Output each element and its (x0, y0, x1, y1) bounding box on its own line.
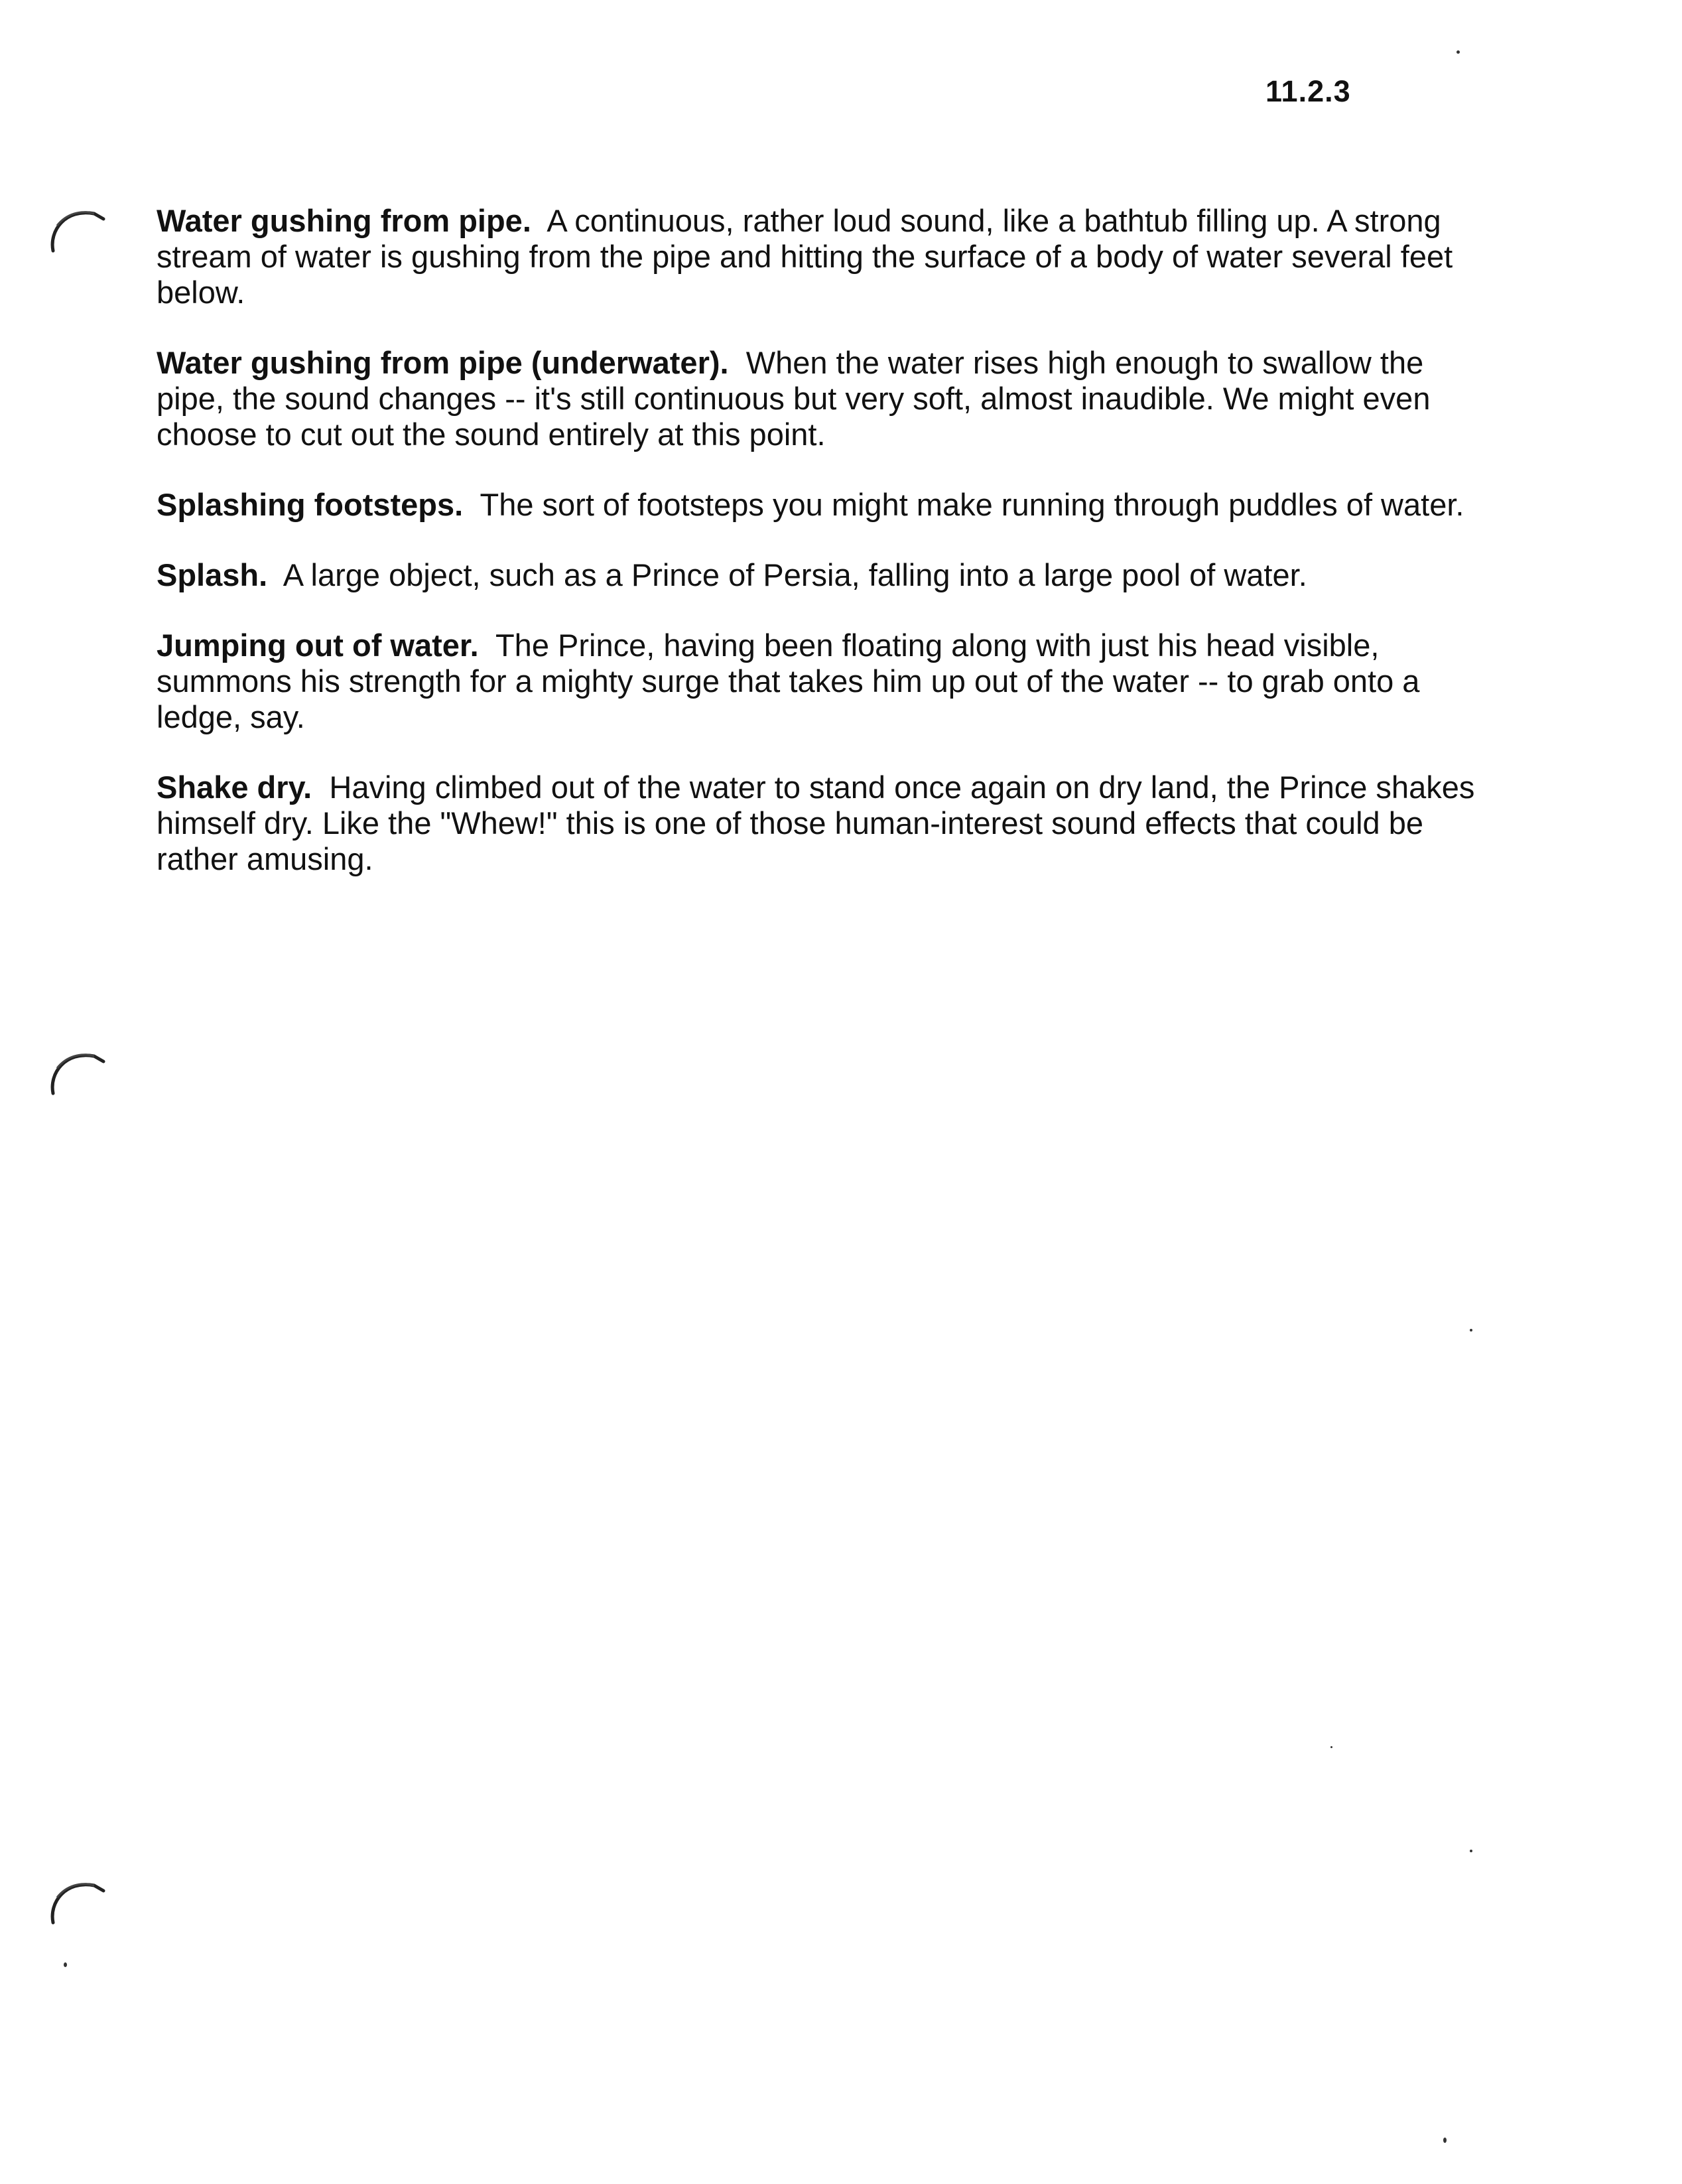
entry-water-gushing-underwater (157, 345, 1483, 452)
punch-hole-top (48, 199, 107, 259)
entry-term: Water gushing from pipe. (157, 203, 531, 238)
entry-description: Having climbed out of the water to stand once again on dry land, the Prince shakes himself dry. Like the "Whew!" this is one of those human-interest sound effects that could be rather amusing. (157, 770, 1475, 876)
entry-description: When the water rises high enough to swallow the pipe, the sound changes -- it's still continuous but very soft, almost inaudible. We might even choose to cut out the sound entirely at this point. (157, 345, 1431, 452)
scan-speck (1470, 1329, 1472, 1331)
scan-speck (1470, 1850, 1472, 1852)
page-number: 11.2.3 (1265, 74, 1351, 108)
punch-hole-bottom (48, 1871, 107, 1931)
entry-description: A large object, such as a Prince of Persia, falling into a large pool of water. (283, 557, 1307, 592)
entry-description: The sort of footsteps you might make running through puddles of water. (480, 487, 1464, 522)
scan-speck (64, 1962, 67, 1967)
entry-description: A continuous, rather loud sound, like a bathtub filling up. A strong stream of water is gushing from the pipe and hitting the surface of a body of water several feet below. (157, 203, 1453, 310)
punch-hole-middle (48, 1042, 107, 1101)
entry-splashing-footsteps (157, 487, 1483, 523)
entry-water-gushing (157, 203, 1483, 310)
sound-effects-list (157, 203, 1483, 912)
entry-term: Splash. (157, 557, 268, 592)
entry-term: Water gushing from pipe (underwater). (157, 345, 729, 380)
entry-shake-dry (157, 770, 1483, 877)
entry-term: Jumping out of water. (157, 628, 479, 663)
entry-term: Shake dry. (157, 770, 312, 805)
entry-splash (157, 557, 1483, 593)
scan-speck (1443, 2138, 1447, 2143)
entry-term: Splashing footsteps. (157, 487, 464, 522)
entry-description: The Prince, having been floating along with just his head visible, summons his strength for a mighty surge that takes him up out of the water -- to grab onto a ledge, say. (157, 628, 1420, 734)
scan-speck (1456, 50, 1460, 54)
scan-speck (1330, 1746, 1332, 1748)
entry-jumping-out-of-water (157, 628, 1483, 735)
